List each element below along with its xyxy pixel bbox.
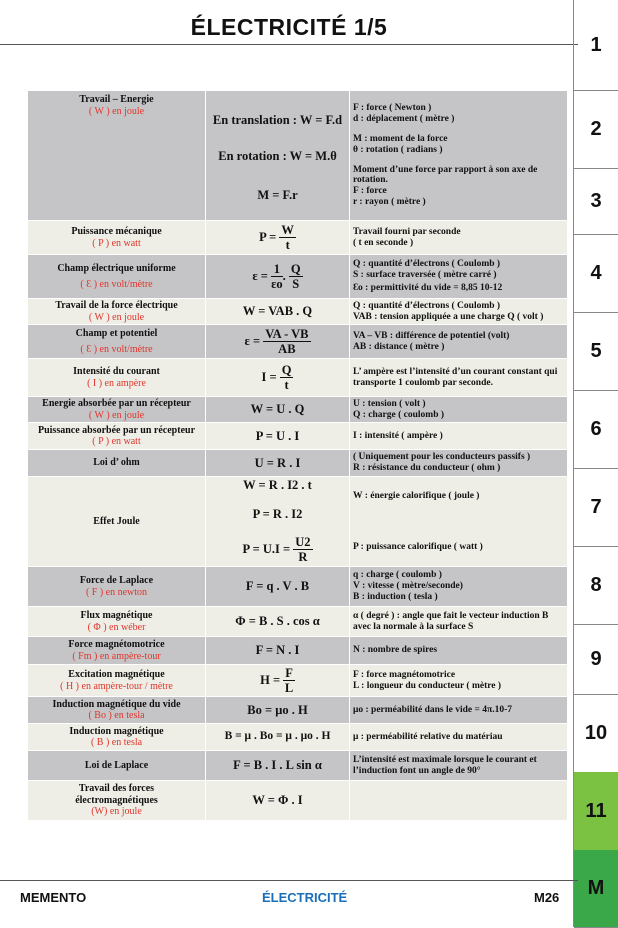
table-row [28, 751, 568, 781]
description: L’ ampère est l’intensité d’un courant constant qui transporte 1 coulomb par seconde. [353, 366, 558, 388]
description: R : résistance du conducteur ( ohm ) [353, 463, 501, 473]
fraction-numerator: U2 [295, 535, 311, 549]
description: B : induction ( tesla ) [353, 591, 438, 602]
page-title: ÉLECTRICITÉ 1/5 [190, 14, 388, 40]
table-row [28, 637, 568, 665]
quantity-name: Force de Laplace [79, 575, 154, 586]
formula: W = VAB . Q [242, 304, 313, 319]
description: μo : perméabilité dans le vide = 4π.10-7 [353, 704, 513, 715]
quantity-unit: ( W ) en joule [88, 105, 145, 117]
quantity-name: Force magnétomotrice [68, 639, 165, 650]
fraction-denominator: S [292, 277, 300, 291]
description: q : charge ( coulomb ) [353, 570, 442, 581]
quantity-unit: ( B ) en tesla [90, 737, 143, 748]
quantity-name: Travail des forces [78, 783, 155, 795]
quantity-name: Induction magnétique [69, 725, 164, 737]
description: θ : rotation ( radians ) [353, 144, 443, 155]
formula: U = R . I [254, 455, 301, 470]
quantity-name: Puissance absorbée par un récepteur [37, 424, 196, 436]
description: ( Uniquement pour les conducteurs passifs ) [353, 452, 531, 463]
table-row [28, 299, 568, 325]
table-row [28, 359, 568, 397]
quantity-name: électromagnétiques [75, 794, 158, 806]
quantity-name: Champ et potentiel [75, 328, 158, 339]
formula: W = Φ . I [252, 793, 303, 808]
fraction-denominator: t [284, 378, 289, 392]
footer-center: ÉLECTRICITÉ [262, 890, 348, 905]
quantity-name: Intensité du courant [73, 366, 160, 377]
tab-7[interactable]: 7 [574, 468, 618, 547]
table-row [28, 397, 568, 423]
fraction-denominator: R [298, 550, 308, 565]
fraction-denominator: ɛo [271, 277, 283, 291]
quantity-unit: ( W ) en joule [88, 311, 145, 323]
table-row [28, 477, 568, 567]
quantity-unit: ( Φ ) en wéber [87, 621, 146, 633]
tab-6[interactable]: 6 [574, 390, 618, 469]
chapter-tabs [573, 0, 618, 927]
formula: P = R . I2 [252, 506, 303, 521]
table-row [28, 607, 568, 637]
description: α ( degré ) : angle que fait le vecteur induction B avec la normale à la surface S [353, 610, 549, 632]
fraction-numerator: 1 [271, 262, 283, 277]
description: r : rayon ( mètre ) [353, 197, 426, 208]
quantity-unit: ( P ) en watt [92, 237, 141, 249]
formula: W = R . I2 . t [243, 478, 312, 493]
table-row [28, 665, 568, 697]
tab-9[interactable]: 9 [574, 624, 618, 695]
formula: F = q . V . B [245, 579, 310, 594]
quantity-unit: ( Ɛ ) en volt/mètre [80, 343, 153, 355]
description: AB : distance ( mètre ) [353, 341, 445, 352]
formula: F = B . I . L sin α [233, 758, 322, 773]
description: ( t en seconde ) [353, 237, 414, 248]
formula-lhs: ɛ = [244, 333, 261, 348]
table-row [28, 91, 568, 221]
description-empty [350, 781, 568, 821]
quantity-name: Induction magnétique du vide [52, 698, 181, 710]
tab-8[interactable]: 8 [574, 546, 618, 625]
quantity-name: Effet Joule [93, 515, 140, 527]
description: F : force ( Newton ) [353, 102, 432, 113]
formula: En translation : W = F.d [212, 112, 343, 127]
description: W : énergie calorifique ( joule ) [353, 490, 480, 501]
quantity-unit: (W) en joule [91, 806, 142, 818]
quantity-unit: ( F ) en newton [85, 586, 148, 598]
description: U : tension ( volt ) [353, 398, 426, 409]
formula-lhs: H = [260, 672, 281, 687]
tab-1[interactable]: 1 [574, 0, 618, 91]
description: VA – VB : différence de potentiel (volt) [353, 330, 510, 341]
formula-lhs: I = [261, 369, 277, 384]
quantity-name: Loi de Laplace [84, 759, 149, 771]
formula: F = N . I [255, 643, 300, 658]
formula: P = U . I [255, 428, 300, 443]
formula: En rotation : W = M.θ [218, 149, 337, 164]
tab-4[interactable]: 4 [574, 234, 618, 313]
tab-2[interactable]: 2 [574, 90, 618, 169]
description: L : longueur du conducteur ( mètre ) [353, 680, 502, 691]
table-row [28, 325, 568, 359]
description: Travail fourni par seconde [353, 226, 461, 237]
quantity-unit: ( P ) en watt [92, 436, 141, 447]
footer-left: MEMENTO [20, 890, 87, 905]
fraction-denominator: t [285, 238, 290, 252]
table-row [28, 697, 568, 724]
formula-operator: . [282, 268, 286, 283]
table-row [28, 255, 568, 299]
table-row [28, 221, 568, 255]
description: L’intensité est maximale lorsque le courant et l’induction font un angle de 90° [353, 754, 537, 776]
description: P : puissance calorifique ( watt ) [353, 541, 483, 552]
quantity-name: Energie absorbée par un récepteur [42, 398, 191, 409]
table-row [28, 450, 568, 477]
quantity-unit: ( H ) en ampère-tour / mètre [60, 680, 173, 692]
formula: W = U . Q [250, 402, 305, 417]
title-divider [0, 44, 578, 45]
description: I : intensité ( ampère ) [353, 430, 443, 441]
quantity-name: Champ électrique uniforme [57, 263, 176, 274]
description: VAB : tension appliquée a une charge Q ( volt ) [353, 311, 544, 322]
table-row [28, 567, 568, 607]
quantity-name: Puissance mécanique [71, 226, 162, 237]
fraction-numerator: W [281, 222, 294, 237]
description: V : vitesse ( mètre/seconde) [353, 581, 463, 592]
description: F : force magnétomotrice [353, 669, 456, 680]
quantity-name: Excitation magnétique [68, 669, 165, 680]
footer-page-number: M26 [534, 890, 560, 905]
formula-lhs: P = U.I = [242, 541, 291, 556]
fraction-numerator: F [285, 665, 293, 680]
fraction-numerator: Q [281, 362, 292, 377]
description: Ɛo : permittivité du vide = 8,85 10-12 [353, 283, 503, 294]
formula-lhs: P = [259, 229, 277, 244]
quantity-name: Loi d’ ohm [93, 457, 140, 469]
description: F : force [353, 186, 387, 197]
description: M : moment de la force [353, 133, 448, 144]
formula-table [27, 90, 568, 821]
formula: B = μ . Bo = μ . μo . H [224, 730, 331, 743]
formula: Φ = B . S . cos α [235, 614, 320, 629]
quantity-unit: ( I ) en ampère [87, 377, 146, 389]
tab-11[interactable]: 11 [574, 772, 618, 851]
description: S : surface traversée ( mètre carré ) [353, 269, 497, 280]
quantity-name: Travail – Energie [79, 94, 154, 105]
quantity-name: Flux magnétique [80, 610, 153, 621]
description: Q : quantité d’électrons ( Coulomb ) [353, 300, 501, 311]
tab-3[interactable]: 3 [574, 168, 618, 235]
fraction-denominator: AB [278, 342, 296, 356]
fraction-numerator: Q [290, 261, 301, 276]
table-row [28, 781, 568, 821]
table-row [28, 423, 568, 450]
tab-m[interactable]: M [574, 850, 618, 928]
quantity-unit: ( W ) en joule [88, 409, 145, 421]
formula: Bo = μo . H [247, 702, 308, 717]
quantity-unit: ( Bo ) en tesla [88, 710, 145, 721]
description: Moment d’une force par rapport à son axe de rotation. [353, 164, 538, 186]
fraction-denominator: L [284, 681, 294, 695]
formula: M = F.r [257, 187, 298, 202]
footer-divider [0, 880, 578, 881]
description: μ : perméabilité relative du matériau [353, 731, 503, 742]
fraction-numerator: VA - VB [265, 326, 309, 341]
description: Q : charge ( coulomb ) [353, 409, 445, 420]
table-row [28, 724, 568, 751]
quantity-name: Travail de la force électrique [55, 300, 178, 311]
description: Q : quantité d’électrons ( Coulomb ) [353, 258, 501, 269]
tab-5[interactable]: 5 [574, 312, 618, 391]
formula-lhs: ɛ = [252, 268, 268, 283]
tab-10[interactable]: 10 [574, 694, 618, 773]
quantity-unit: ( Ɛ ) en volt/mètre [80, 278, 153, 290]
quantity-unit: ( Fm ) en ampère-tour [72, 650, 161, 662]
description: d : déplacement ( mètre ) [353, 113, 455, 124]
description: N : nombre de spires [353, 645, 438, 656]
